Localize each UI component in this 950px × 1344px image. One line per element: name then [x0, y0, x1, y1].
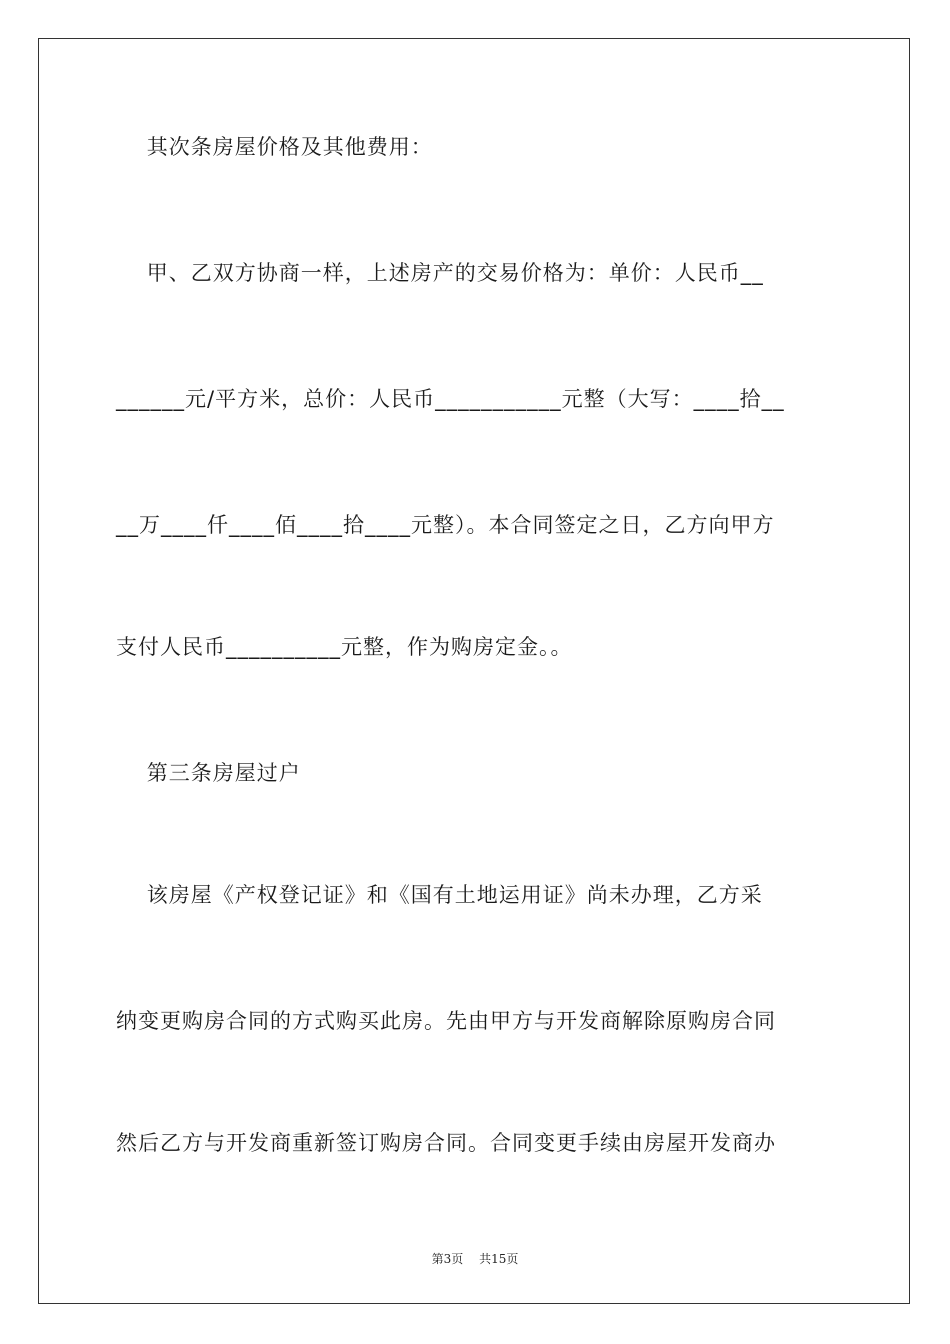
paragraph-line: 该房屋《产权登记证》和《国有土地运用证》尚未办理，乙方采: [116, 883, 763, 907]
page-footer: [0, 1250, 950, 1267]
clause-2-heading: 其次条房屋价格及其他费用：: [116, 135, 433, 159]
paragraph-line: 然后乙方与开发商重新签订购房合同。合同变更手续由房屋开发商办: [116, 1131, 776, 1155]
clause-3-heading: 第三条房屋过户: [116, 761, 301, 785]
paragraph-line: __万____仟____佰____拾____元整）。本合同签定之日，乙方向甲方: [116, 513, 775, 537]
page-number: 第3页: [431, 1252, 464, 1266]
paragraph-line: 甲、乙双方协商一样，上述房产的交易价格为：单价：人民币__: [116, 261, 764, 285]
page-total: 共15页: [479, 1252, 519, 1266]
paragraph-line: 支付人民币__________元整，作为购房定金。。: [116, 635, 573, 659]
paragraph-line: 纳变更购房合同的方式购买此房。先由甲方与开发商解除原购房合同: [116, 1009, 776, 1033]
page-border: [38, 38, 910, 1304]
paragraph-line: ______元/平方米，总价：人民币___________元整（大写：____拾__: [116, 387, 785, 411]
